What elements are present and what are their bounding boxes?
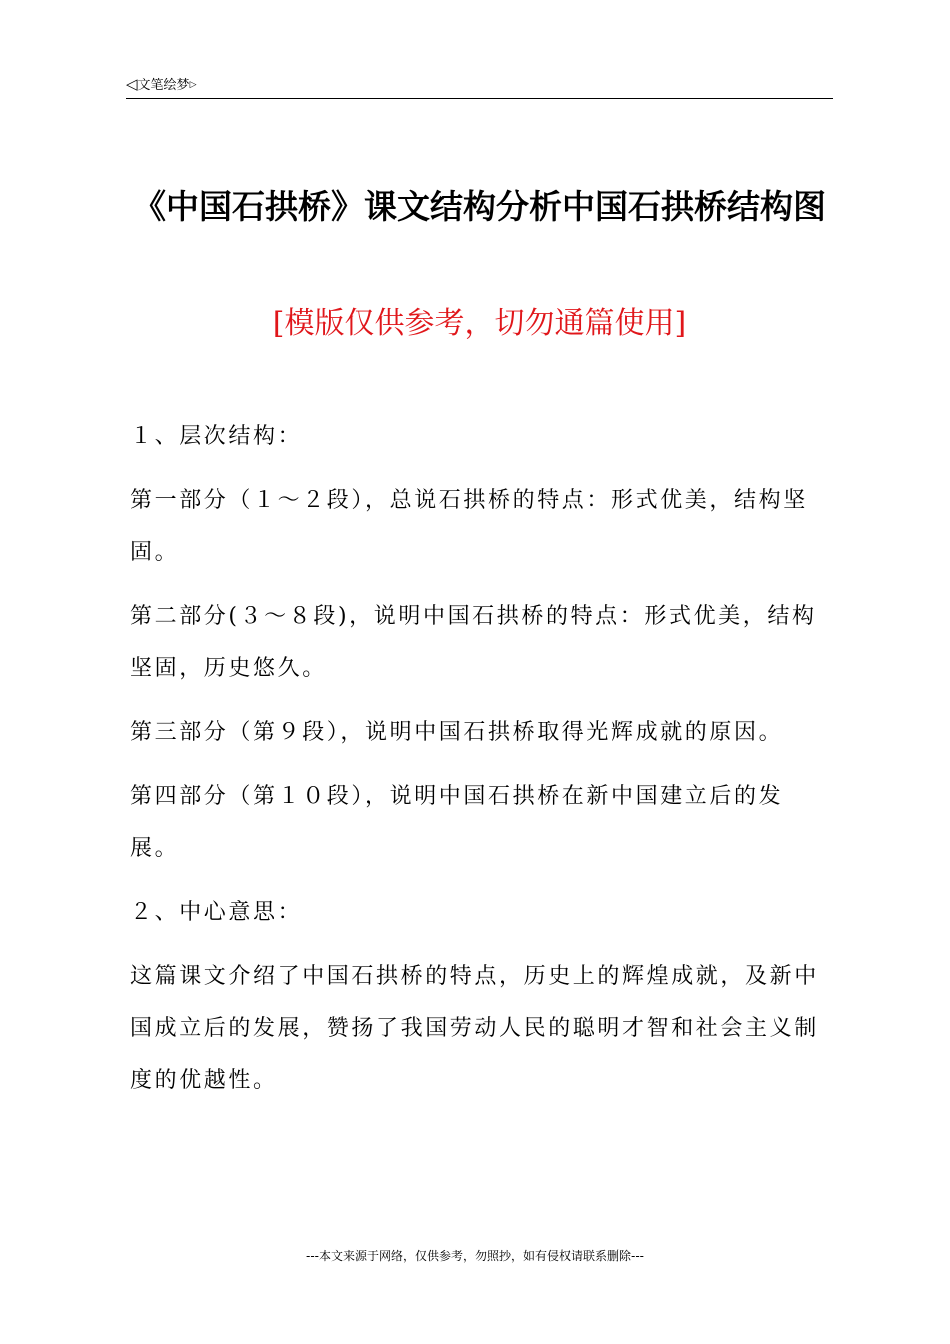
document-title: 《中国石拱桥》课文结构分析中国石拱桥结构图 [133,187,826,226]
paragraph-part-four: 第四部分（第１０段），说明中国石拱桥在新中国建立后的发展。 [130,784,784,861]
document-body [130,411,820,1119]
section-heading-main-idea: ２、中心意思： [130,900,303,925]
triangle-right-icon: ▷ [189,80,197,90]
paragraph-main-idea: 这篇课文介绍了中国石拱桥的特点，历史上的辉煌成就，及新中国成立后的发展，赞扬了我国劳动人民的聪明才智和社会主义制度的优越性。 [130,964,819,1093]
template-notice: [模版仅供参考，切勿通篇使用] [272,306,687,341]
brand-text: 文笔绘梦 [137,78,190,93]
paragraph-part-one: 第一部分（１～２段），总说石拱桥的特点：形式优美，结构坚固。 [130,488,808,565]
page-footer: ---本文来源于网络，仅供参考，勿照抄，如有侵权请联系删除--- [306,1249,644,1263]
page-header [126,74,833,99]
paragraph-part-three: 第三部分（第９段），说明中国石拱桥取得光辉成就的原因。 [130,720,784,745]
paragraph-part-two: 第二部分(３～８段)，说明中国石拱桥的特点：形式优美，结构坚固，历史悠久。 [130,604,817,681]
brand-logo [126,74,196,96]
triangle-left-icon: ◁ [126,75,138,93]
section-heading-structure: １、层次结构： [130,424,303,449]
